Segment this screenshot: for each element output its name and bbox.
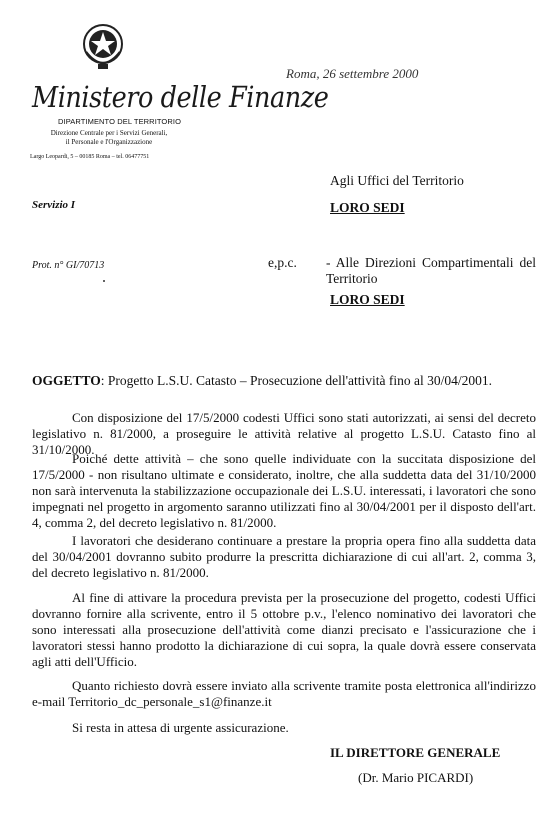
main-recipient: Agli Uffici del Territorio — [330, 173, 464, 188]
subject-label: OGGETTO — [32, 373, 101, 388]
body-paragraph-6 — [32, 720, 536, 736]
ink-dot — [103, 280, 105, 282]
subject-text: : Progetto L.S.U. Catasto – Prosecuzione dell'attività fino al 30/04/2001. — [100, 373, 493, 388]
direction-line-2: il Personale e l'Organizzazione — [65, 138, 153, 146]
cc-recipient-line-1: - Alle Direzioni Compartimentali del — [326, 255, 536, 270]
subject-line — [32, 373, 492, 389]
signature-title: IL DIRETTORE GENERALE — [330, 745, 501, 760]
main-recipient-sedi: LORO SEDI — [330, 200, 405, 215]
paragraph-text: Si resta in attesa di urgente assicurazione. — [72, 720, 289, 735]
paragraph-text: Poiché dette attività – che sono quelle individuate con la succitata disposizione del 17/5/2000 - non risultano ultimate e considerato, inoltre, che alla suddetta data del 31/10/2000 non sarà intervenuta la stabilizzazione occupazionale dei L.S.U. interessati, i lavoratori che sono impegnati nel progetto in argomento saranno utilizzati fino al 30/04/2001 per il disposto dell'art. 4, comma 2, del decreto legislativo n. 81/2000. — [32, 451, 536, 530]
republic-emblem-icon — [80, 22, 126, 72]
cc-recipient-line-2: Territorio — [326, 271, 378, 286]
department-name: DIPARTIMENTO DEL TERRITORIO — [58, 117, 181, 126]
cc-recipient-sedi: LORO SEDI — [330, 292, 405, 307]
paragraph-text: Quanto richiesto dovrà essere inviato alla scrivente tramite posta elettronica all'indirizzo e-mail Territorio_dc_personale_s1@finanze.it — [32, 678, 536, 709]
body-paragraph-5 — [32, 678, 536, 710]
body-paragraph-3 — [32, 533, 536, 581]
paragraph-text: I lavoratori che desiderano continuare a prestare la propria opera fino alla suddetta data del 30/04/2001 dovranno subito produrre la prescritta dichiarazione di cui all'art. 2, comma 3, del decreto legislativo n. 81/2000. — [32, 533, 536, 580]
direction-line-1: Direzione Centrale per i Servizi Generali, — [50, 129, 168, 137]
service-label: Servizio I — [32, 199, 76, 211]
paragraph-text: Al fine di attivare la procedura prevista per la prosecuzione del progetto, codesti Uffici dovranno fornire alla scrivente, entro il 5 ottobre p.v., l'elenco nominativo dei lavoratori che sono interessati alla prosecuzione dell'attività come dianzi precisato e l'assicurazione che i lavoratori stessi hanno prodotto la dichiarazione di cui sopra, la quale dovrà essere conservata agli atti dell'Ufficio. — [32, 590, 536, 669]
body-paragraph-2 — [32, 451, 536, 531]
ministry-name: Ministero delle Finanze — [32, 80, 329, 114]
signature-name: (Dr. Mario PICARDI) — [358, 770, 474, 785]
paragraph-text: Con disposizione del 17/5/2000 codesti Uffici sono stati autorizzati, ai sensi del decreto legislativo n. 81/2000, a proseguire le attività relative al progetto L.S.U. Catasto fino al 31/10/2000. — [32, 410, 536, 457]
office-address: Largo Leopardi, 5 – 00185 Roma – tel. 06477751 — [30, 154, 150, 160]
cc-label: e,p.c. — [268, 255, 297, 270]
protocol-number: Prot. n° GI/70713 — [32, 260, 105, 271]
place-date: Roma, 26 settembre 2000 — [286, 66, 419, 81]
body-paragraph-4 — [32, 590, 536, 670]
